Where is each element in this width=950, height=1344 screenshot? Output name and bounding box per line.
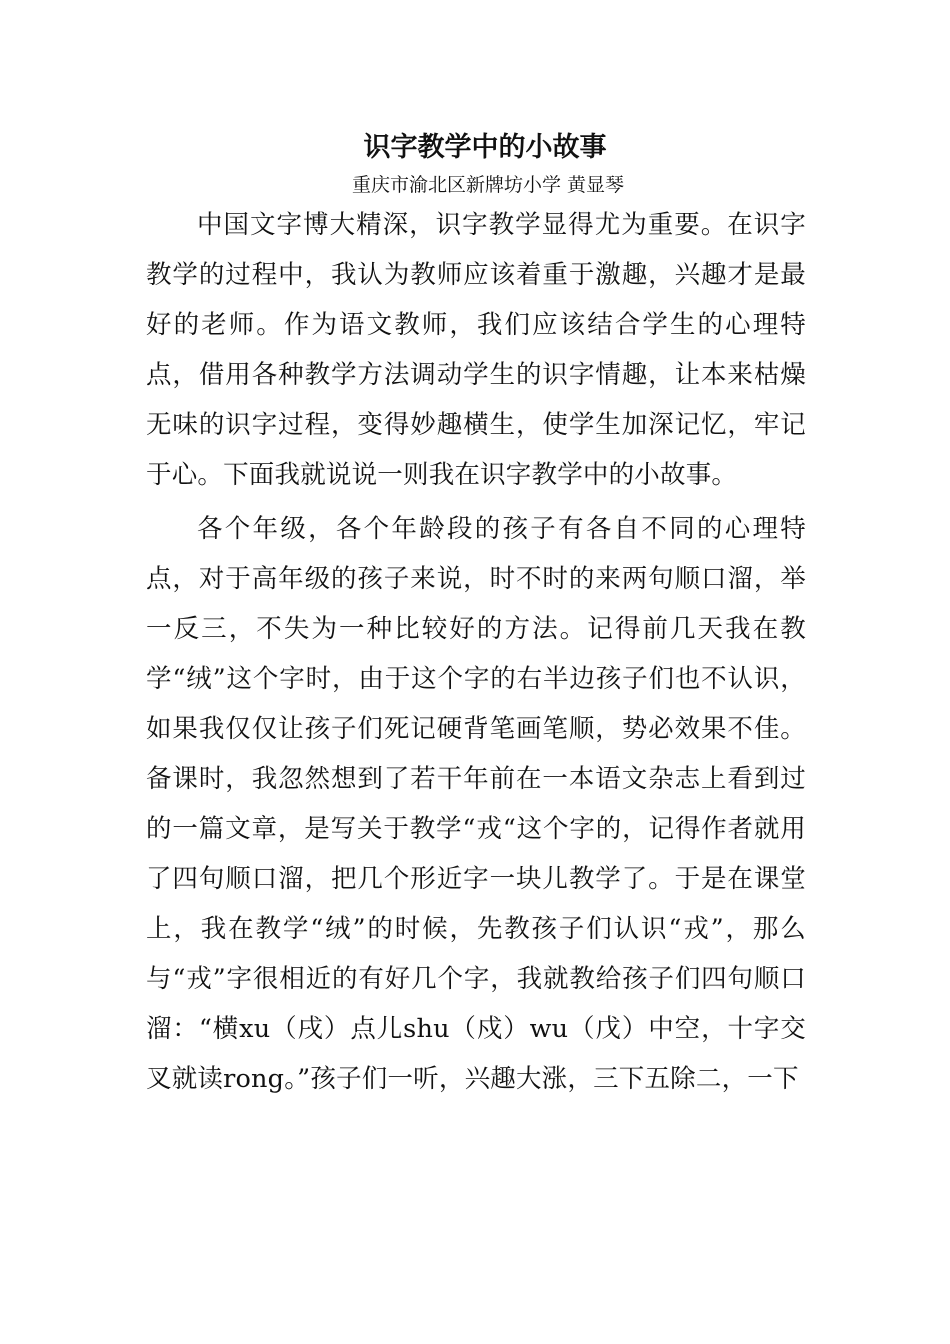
document-page [146, 128, 806, 1104]
author-line: 重庆市渝北区新牌坊小学 黄显琴 [351, 174, 625, 196]
document-title: 识字教学中的小故事 [363, 132, 607, 163]
paragraph-1: 中国文字博大精深，识字教学显得尤为重要。在识字教学的过程中，我认为教师应该着重于激趣，兴趣才是最好的老师。作为语文教师，我们应该结合学生的心理特点，借用各种教学方法调动学生的识字情趣，让本来枯燥无味的识字过程，变得妙趣横生，使学生加深记忆，牢记于心。下面我就说说一则我在识字教学中的小故事。 [146, 210, 806, 490]
paragraph-2: 各个年级，各个年龄段的孩子有各自不同的心理特点，对于高年级的孩子来说，时不时的来两句顺口溜，举一反三，不失为一种比较好的方法。记得前几天我在教学“绒”这个字时，由于这个字的右半边孩子们也不认识，如果我仅仅让孩子们死记硬背笔画笔顺，势必效果不佳。备课时，我忽然想到了若干年前在一本语文杂志上看到过的一篇文章，是写关于教学“戎“这个字的，记得作者就用了四句顺口溜，把几个形近字一块儿教学了。于是在课堂上，我在教学“绒”的时候，先教孩子们认识“戎”，那么与“戎”字很相近的有好几个字，我就教给孩子们四句顺口溜：“横xu（戌）点儿shu（戍）wu（戊）中空，十字交叉就读rong。”孩子们一听，兴趣大涨，三下五除二，一下 [146, 514, 806, 1094]
